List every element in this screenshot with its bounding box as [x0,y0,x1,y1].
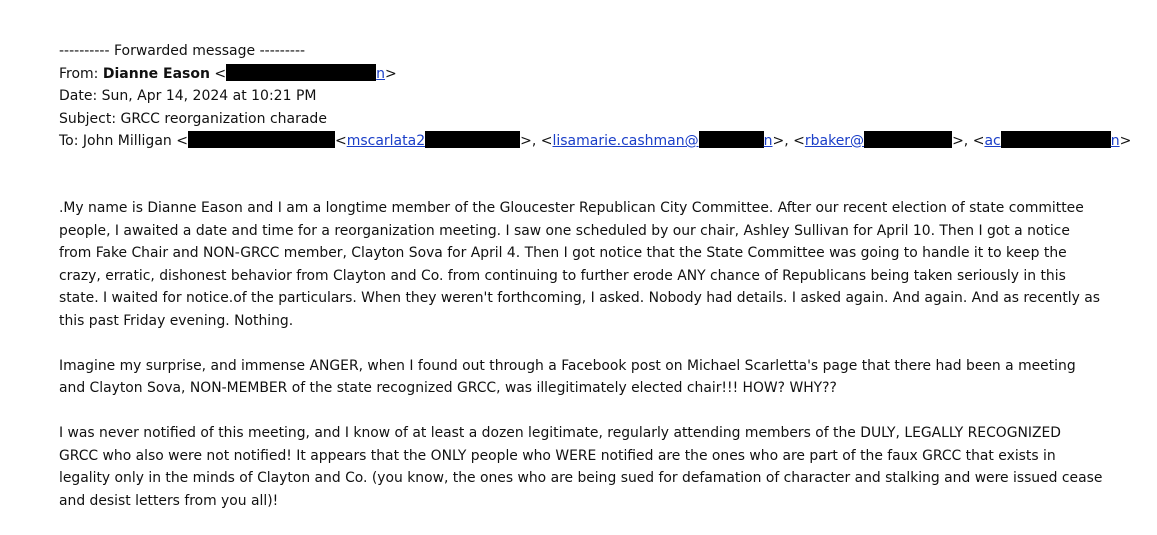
recipient-email-link[interactable]: n [1110,133,1120,149]
redaction-bar [1001,131,1111,148]
redaction-bar [425,131,520,148]
subject-line: Subject: GRCC reorganization charade [59,110,327,127]
from-label: From: [59,65,99,82]
recipient-email-link[interactable]: rbaker@ [804,133,865,149]
from-open-bracket: < [214,65,227,82]
body-paragraph: .My name is Dianne Eason and I am a longtime member of the Gloucester Republican City Committee. After our recent election of state committee people, I awaited a date and time for a reorganization meeting. I saw one scheduled by our chair, Ashley Sullivan for April 10. Then I got a notice from Fake Chair and NON-GRCC member, Clayton Sova for April 4. Then I got notice that the State Committee was going to handle it to keep the crazy, erratic, dishonest behavior from Clayton and Co. from continuing to further erode ANY chance of Republicans being taken seriously in this state. I waited for notice.of the particulars. When they weren't forthcoming, I asked. Nobody had details. I asked again. And again. And as recently as this past Friday evening. Nothing. [59,200,1101,329]
body-paragraph: Imagine my surprise, and immense ANGER, when I found out through a Facebook post on Michael Scarletta's page that there had been a meeting and Clayton Sova, NON-MEMBER of the state recognized GRCC, was illegitimately elected chair!!! HOW? WHY?? [59,357,1076,396]
redaction-bar [188,131,335,148]
recipient-email-link[interactable]: ac [984,133,1001,149]
sender-name: Dianne Eason [102,65,210,82]
email-body [59,197,1104,535]
recipient-email-link[interactable]: mscarlata2 [346,133,426,149]
redaction-bar [226,64,376,81]
recipient-email-link[interactable]: lisamarie.cashman@ [552,133,699,149]
email-header [59,40,1131,153]
recipient-email-link[interactable]: n [763,133,773,149]
from-close-bracket: > [385,65,397,82]
redaction-bar [864,131,952,148]
redaction-bar [699,131,764,148]
sender-email-link[interactable]: n [376,65,386,82]
to-label: To: John Milligan < [59,133,188,149]
from-line [59,63,1131,86]
forwarded-line: ---------- Forwarded message --------- [59,43,306,59]
date-line: Date: Sun, Apr 14, 2024 at 10:21 PM [59,88,317,104]
to-line: To: John Milligan < <mscarlata2 >, <lisamarie.cashman@ n>, <rbaker@ >, <ac n> [59,133,1132,149]
body-paragraph: I was never notified of this meeting, and I know of at least a dozen legitimate, regularly attending members of the DULY, LEGALLY RECOGNIZED GRCC who also were not notified! It appears that the ONLY people who WERE notified are the ones who are part of the faux GRCC that exists in legality only in the minds of Clayton and Co. (you know, the ones who are being sued for defamation of character and stalking and were issued cease and desist letters from you all)! [59,425,1103,509]
